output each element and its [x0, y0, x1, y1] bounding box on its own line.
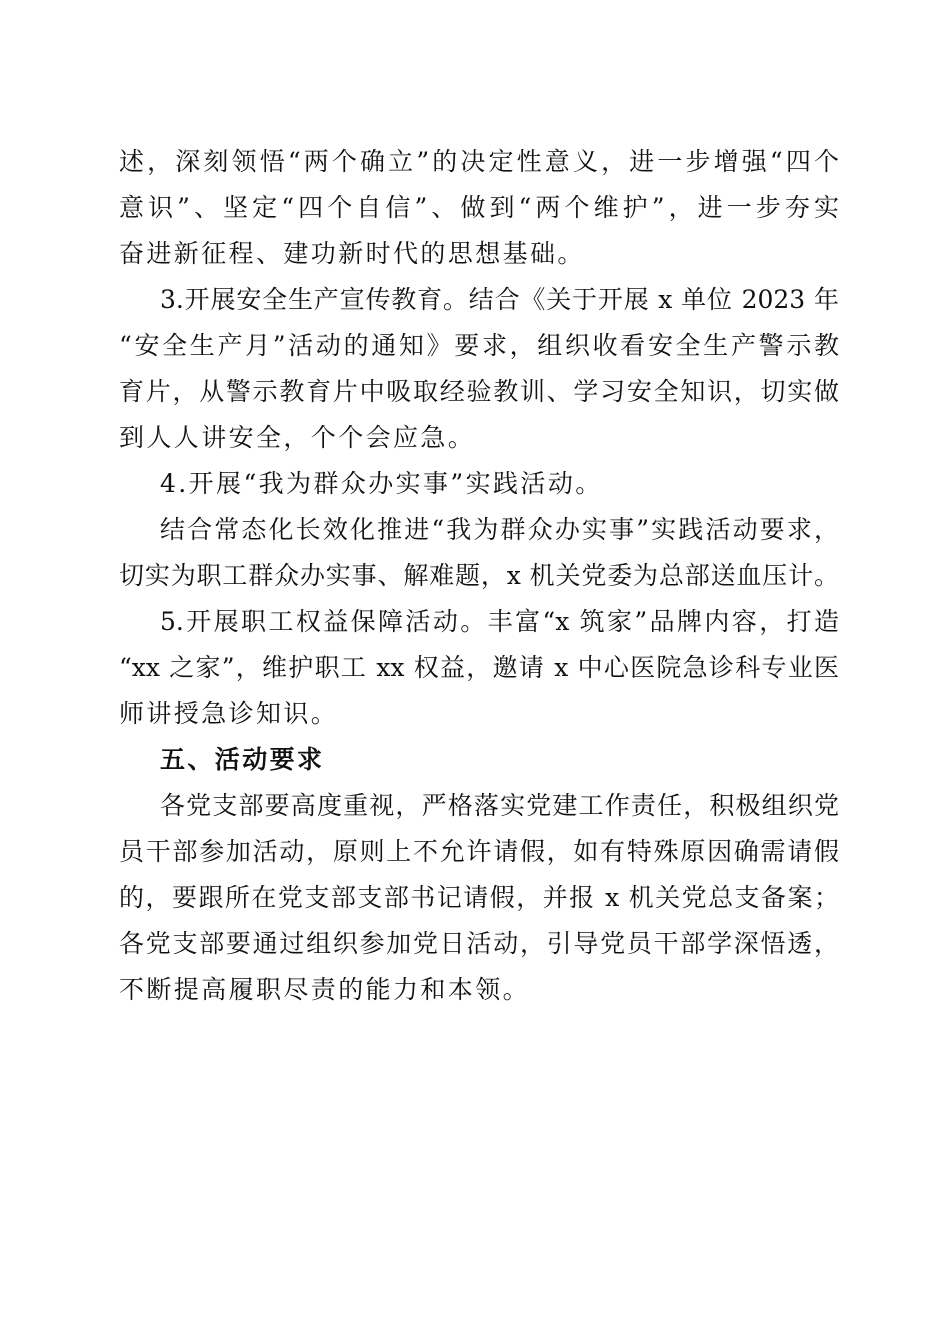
list-item-4-title: 4.开展“我为群众办实事”实践活动。: [160, 469, 603, 498]
body-text-line: 意识”、坚定“四个自信”、做到“两个维护”，进一步夯实: [119, 193, 839, 222]
body-text-line: 员干部参加活动，原则上不允许请假，如有特殊原因确需请假: [119, 837, 839, 866]
body-text-line: “安全生产月”活动的通知》要求，组织收看安全生产警示教: [119, 331, 839, 360]
section-heading: 五、活动要求: [160, 745, 325, 774]
body-text-line: 结合常态化长效化推进“我为群众办实事”实践活动要求，: [160, 515, 839, 544]
body-text-line: 到人人讲安全，个个会应急。: [119, 423, 476, 452]
body-text-line: 切实为职工群众办实事、解难题，x 机关党委为总部送血压计。: [119, 561, 839, 590]
body-text-line: “xx 之家”，维护职工 xx 权益，邀请 x 中心医院急诊科专业医: [119, 653, 839, 682]
body-text-line: 奋进新征程、建功新时代的思想基础。: [119, 239, 585, 268]
body-text-line: 各党支部要高度重视，严格落实党建工作责任，积极组织党: [160, 791, 839, 820]
body-text-line: 育片，从警示教育片中吸取经验教训、学习安全知识，切实做: [119, 377, 839, 406]
body-text-line: 的，要跟所在党支部支部书记请假，并报 x 机关党总支备案；: [119, 883, 839, 912]
body-text-line: 不断提高履职尽责的能力和本领。: [119, 975, 531, 1004]
body-text-line: 师讲授急诊知识。: [119, 699, 339, 728]
body-text-line: 述，深刻领悟“两个确立”的决定性意义，进一步增强“四个: [119, 147, 839, 176]
list-item-5-title: 5.开展职工权益保障活动。丰富“x 筑家”品牌内容，打造: [160, 607, 839, 636]
body-text-line: 各党支部要通过组织参加党日活动，引导党员干部学深悟透，: [119, 929, 839, 958]
list-item-3-title: 3.开展安全生产宣传教育。结合《关于开展 x 单位 2023 年: [160, 285, 839, 314]
